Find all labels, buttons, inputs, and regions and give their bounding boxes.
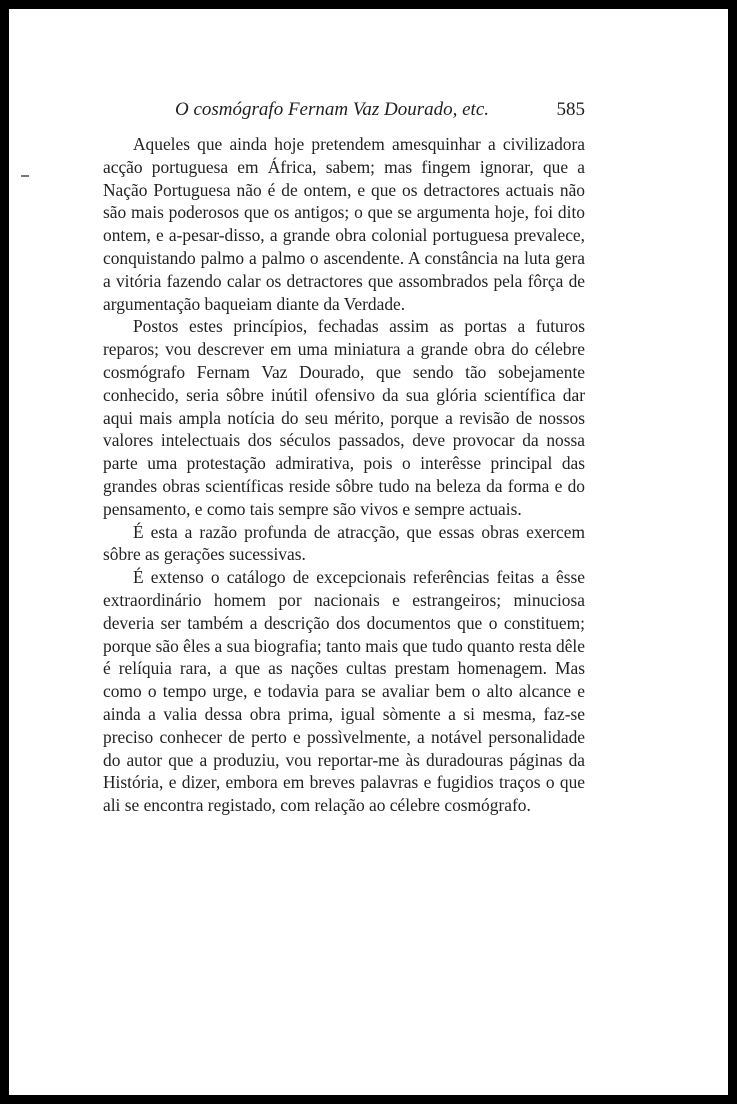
running-title: O cosmógrafo Fernam Vaz Dourado, etc.: [175, 99, 490, 120]
paragraph: É esta a razão profunda de atracção, que essas obras exercem sôbre as gerações sucessivas.: [103, 521, 585, 565]
margin-mark: [21, 175, 29, 177]
page-header: [175, 99, 585, 123]
paragraph: Aqueles que ainda hoje pretendem amesquinhar a civilizadora acção portuguesa em África, sabem; mas fingem ignorar, que a Nação Portuguesa não é de ontem, e que os detractores actuais não são mais poderosos que os antigos; o que se argumenta hoje, foi dito ontem, e a-pesar-disso, a grande obra colonial portuguesa prevalece, conquistando palmo a palmo o ascendente. A constância na luta gera a vitória fazendo calar os detractores que assombrados pela fôrça de argumentação baqueiam diante da Verdade.: [103, 134, 585, 314]
paragraph: Postos estes princípios, fechadas assim as portas a futuros reparos; vou descrever em uma miniatura a grande obra do célebre cosmógrafo Fernam Vaz Dourado, que sendo tão sobejamente conhecido, seria sôbre inútil ofensivo da sua glória scientífica dar aqui mais ampla notícia do seu mérito, porque a revisão de nossos valores intelectuais dos séculos passados, deve provocar da nossa parte uma protestação admirativa, pois o interêsse principal das grandes obras scientíficas reside sôbre tudo na beleza da forma e do pensamento, e como tais sempre são vivos e sempre actuais.: [103, 316, 585, 519]
body-text: [103, 133, 585, 817]
book-page: [9, 9, 728, 1095]
page-number: 585: [556, 99, 585, 120]
paragraph: É extenso o catálogo de excepcionais referências feitas a êsse extraordinário homem por nacionais e estrangeiros; minuciosa deveria ser também a descrição dos documentos que o constituem; porque são êles a sua biografia; tanto mais que tudo quanto resta dêle é relíquia rara, a que as nações cultas prestam homenagem. Mas como o tempo urge, e todavia para se avaliar bem o alto alcance e ainda a valia dessa obra prima, igual sòmente a si mesma, faz-se preciso conhecer de perto e possìvelmente, a notável personalidade do autor que a produziu, vou reportar-me às duradouras páginas da História, e dizer, embora em breves palavras e fugidios traços o que ali se encontra registado, com relação ao célebre cosmógrafo.: [103, 567, 585, 816]
